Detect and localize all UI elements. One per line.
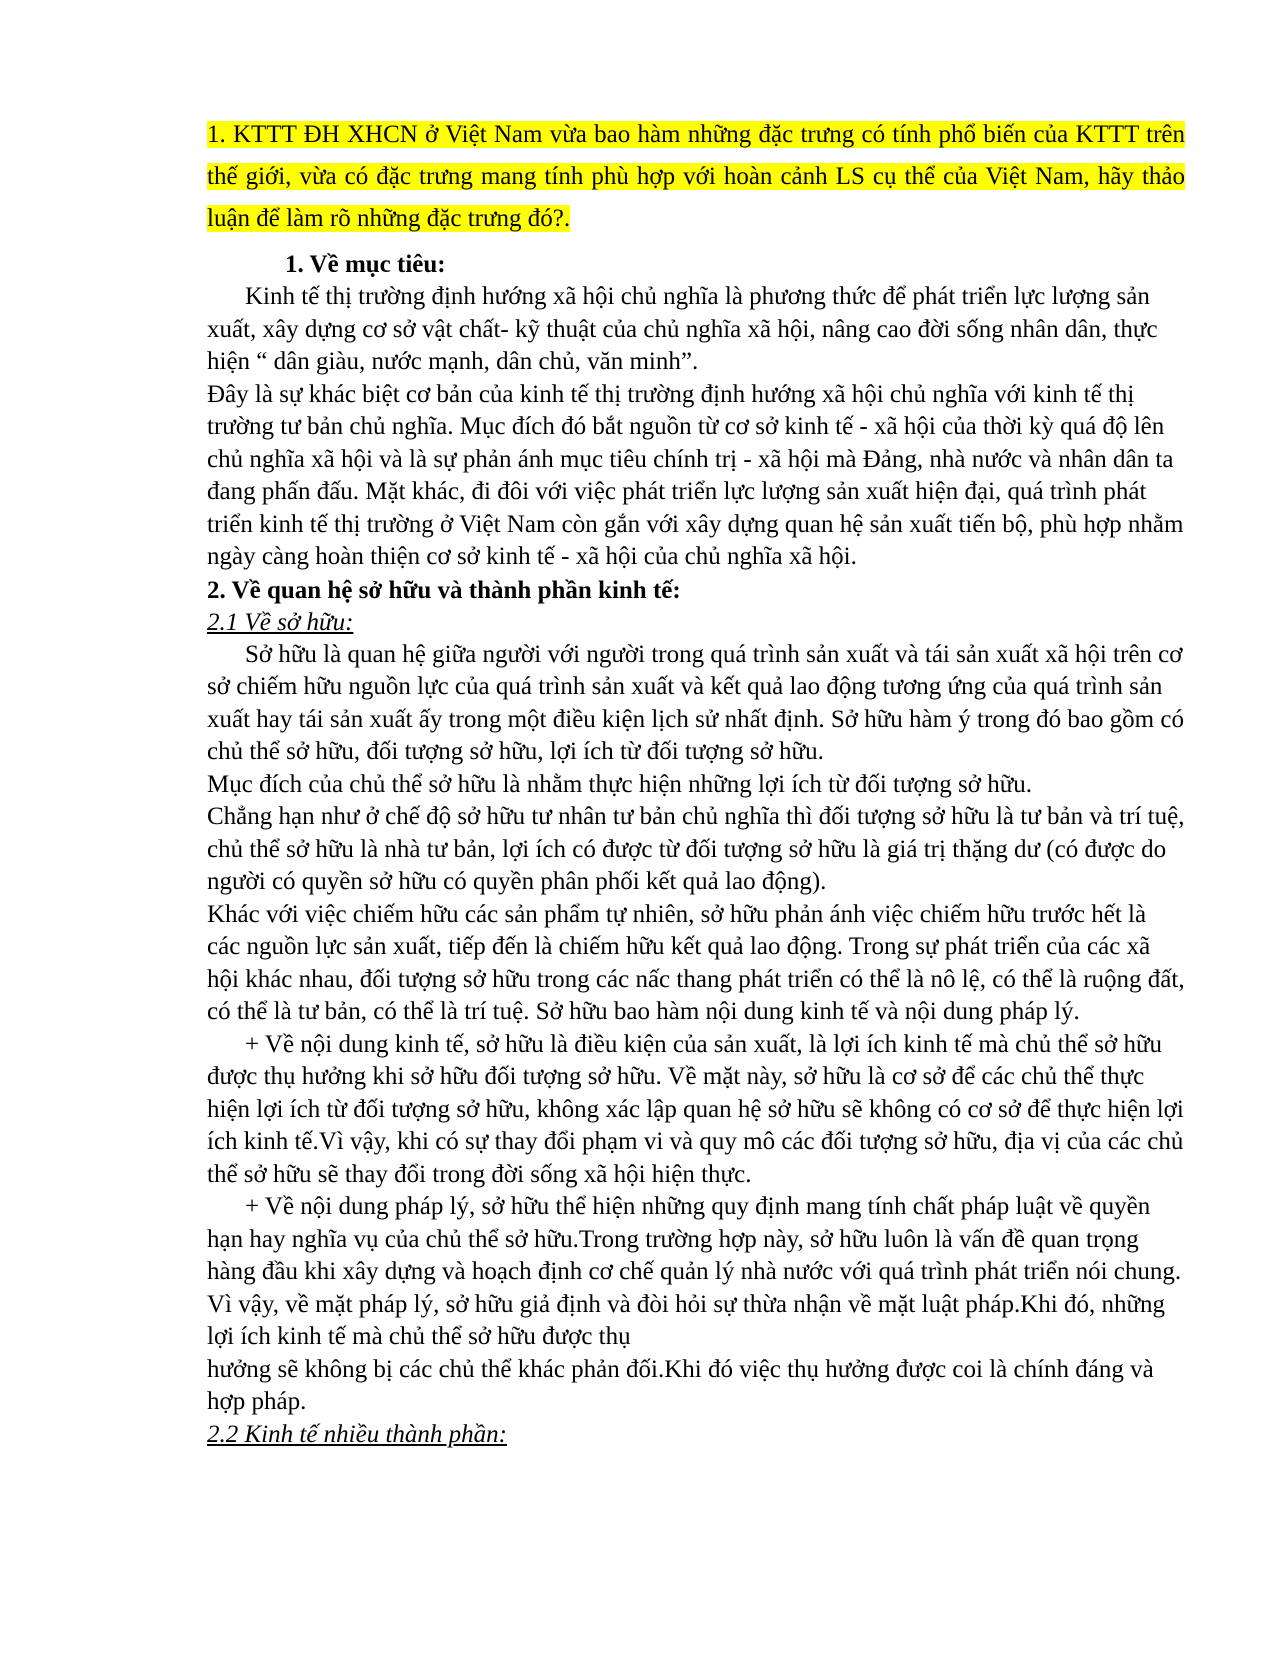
section-1-paragraph-2: Đây là sự khác biệt cơ bản của kinh tế thị trường định hướng xã hội chủ nghĩa với kinh tế thị trường tư bản chủ nghĩa. Mục đích đó bắt nguồn từ cơ sở kinh tế - xã hội của thời kỳ quá độ lên chủ nghĩa xã hội và là sự phản ánh mục tiêu chính trị - xã hội mà Đảng, nhà nước và nhân dân ta đang phấn đấu. Mặt khác, đi đôi với việc phát triển lực lượng sản xuất hiện đại, quá trình phát triển kinh tế thị trường ở Việt Nam còn gắn với xây dựng quan hệ sản xuất tiến bộ, phù hợp nhằm ngày càng hoàn thiện cơ sở kinh tế - xã hội của chủ nghĩa xã hội.: [207, 380, 1184, 570]
subsection-2-1-paragraph-5: + Về nội dung kinh tế, sở hữu là điều kiện của sản xuất, là lợi ích kinh tế mà chủ thể sở hữu được thụ hưởng khi sở hữu đối tượng sở hữu. Về mặt này, sở hữu là cơ sở để các chủ thể thực hiện lợi ích từ đối tượng sở hữu, không xác lập quan hệ sở hữu sẽ không có cơ sở để thực hiện lợi ích kinh tế.Vì vậy, khi có sự thay đổi phạm vi và quy mô các đối tượng sở hữu, địa vị của các chủ thể sở hữu sẽ thay đổi trong đời sống xã hội hiện thực.: [207, 1030, 1184, 1188]
subsection-2-1-paragraph-1: Sở hữu là quan hệ giữa người với người trong quá trình sản xuất và tái sản xuất xã hội trên cơ sở chiếm hữu nguồn lực của quá trình sản xuất và kết quả lao động tương ứng của quá trình sản xuất hay tái sản xuất ấy trong một điều kiện lịch sử nhất định. Sở hữu hàm ý trong đó bao gồm có chủ thể sở hữu, đối tượng sở hữu, lợi ích từ đối tượng sở hữu.: [207, 640, 1184, 765]
subsection-2-1-paragraph-2: Mục đích của chủ thể sở hữu là nhằm thực hiện những lợi ích từ đối tượng sở hữu.: [207, 770, 1033, 798]
question-paragraph: [207, 114, 1185, 240]
document-page: [207, 114, 1185, 1451]
subsection-2-1-paragraph-4: Khác với việc chiếm hữu các sản phẩm tự nhiên, sở hữu phản ánh việc chiếm hữu trước hết là các nguồn lực sản xuất, tiếp đến là chiếm hữu kết quả lao động. Trong sự phát triển của các xã hội khác nhau, đối tượng sở hữu trong các nấc thang phát triển có thể là nô lệ, có thể là ruộng đất, có thể là tư bản, có thể là trí tuệ. Sở hữu bao hàm nội dung kinh tế và nội dung pháp lý.: [207, 900, 1185, 1025]
subsection-2-1-paragraph-6a: + Về nội dung pháp lý, sở hữu thể hiện những quy định mang tính chất pháp luật về quyền hạn hay nghĩa vụ của chủ thể sở hữu.Trong trường hợp này, sở hữu luôn là vấn đề quan trọng hàng đầu khi xây dựng và hoạch định cơ chế quản lý nhà nước với quá trình phát triển nói chung. Vì vậy, về mặt pháp lý, sở hữu giả định và đòi hỏi sự thừa nhận về mặt luật pháp.Khi đó, những lợi ích kinh tế mà chủ thể sở hữu được thụ: [207, 1193, 1182, 1350]
subsection-2-2-heading: 2.2 Kinh tế nhiều thành phần:: [207, 1420, 507, 1448]
section-2-heading: 2. Về quan hệ sở hữu và thành phần kinh tế:: [207, 576, 681, 604]
subsection-2-1-heading: 2.1 Về sở hữu:: [207, 608, 354, 636]
section-1-paragraph-1: Kinh tế thị trường định hướng xã hội chủ nghĩa là phương thức để phát triển lực lượng sản xuất, xây dựng cơ sở vật chất- kỹ thuật của chủ nghĩa xã hội, nâng cao đời sống nhân dân, thực hiện “ dân giàu, nước mạnh, dân chủ, văn minh”.: [207, 283, 1158, 375]
subsection-2-1-paragraph-3: Chẳng hạn như ở chế độ sở hữu tư nhân tư bản chủ nghĩa thì đối tượng sở hữu là tư bản và trí tuệ, chủ thể sở hữu là nhà tư bản, lợi ích có được từ đối tượng sở hữu là giá trị thặng dư (có được do người có quyền sở hữu có quyền phân phối kết quả lao động).: [207, 803, 1185, 895]
question-highlight: 1. KTTT ĐH XHCN ở Việt Nam vừa bao hàm những đặc trưng có tính phổ biến của KTTT trên thế giới, vừa có đặc trưng mang tính phù hợp với hoàn cảnh LS cụ thể của Việt Nam, hãy thảo luận để làm rõ những đặc trưng đó?.: [207, 121, 1185, 232]
section-1-heading: 1. Về mục tiêu:: [285, 251, 446, 278]
subsection-2-1-paragraph-6b: hưởng sẽ không bị các chủ thể khác phản đối.Khi đó việc thụ hưởng được coi là chính đáng và hợp pháp.: [207, 1355, 1154, 1415]
